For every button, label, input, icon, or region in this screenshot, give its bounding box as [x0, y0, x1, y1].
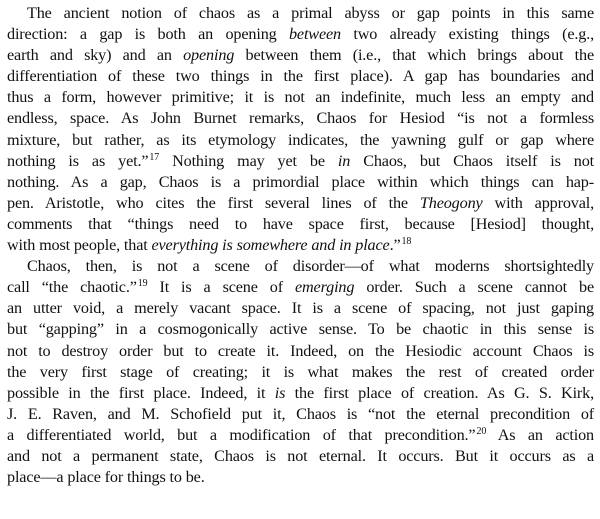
italic-text: between	[288, 25, 341, 44]
text-line	[7, 319, 594, 340]
text-segment: comments that “things need to have space first, because [Hesiod] thought,	[7, 214, 594, 233]
text-segment: possible in the first place. Indeed, it	[7, 383, 275, 402]
text-segment: Chaos, but Chaos itself is not	[350, 151, 595, 170]
italic-text: opening	[183, 46, 235, 65]
text-segment: Nothing may yet be	[159, 151, 338, 170]
text-line	[7, 151, 594, 172]
italic-text: emerging	[294, 278, 355, 297]
text-segment: order. Such a scene cannot be	[354, 278, 594, 297]
text-segment: between them (i.e., that which brings about the	[234, 46, 595, 65]
text-segment: earth and sky) and an	[7, 46, 184, 65]
text-segment: J. E. Raven, and M. Schofield put it, Chaos is “not the eternal precondition of	[7, 404, 594, 423]
text-segment: not to destroy order but to create it. Indeed, on the Hesiodic account Chaos is	[7, 341, 594, 360]
italic-text: in	[337, 151, 351, 170]
text-line	[7, 235, 594, 256]
text-segment: place—a place for things to be.	[7, 468, 205, 487]
text-line	[7, 404, 594, 425]
text-segment: direction: a gap is both an opening	[7, 25, 289, 44]
text-line	[7, 193, 594, 214]
text-line	[7, 446, 594, 467]
text-line	[7, 383, 594, 404]
text-segment: It is a scene of	[147, 278, 295, 297]
text-segment: nothing. As a gap, Chaos is a primordial place within which things can hap-	[7, 172, 594, 191]
text-segment: a differentiated world, but a modification of that precondition.”	[7, 425, 476, 444]
text-segment: the first place of creation. As G. S. Kirk,	[285, 383, 594, 402]
text-line	[7, 24, 594, 45]
text-segment: mixture, but rather, as its etymology indicates, the yawning gulf or gap where	[7, 130, 594, 149]
text-line	[7, 362, 594, 383]
text-line	[7, 172, 594, 193]
text-segment: but “gapping” in a cosmogonically active sense. To be chaotic in this sense is	[7, 320, 594, 339]
text-segment: and not a permanent state, Chaos is not eternal. It occurs. But it occurs as a	[7, 446, 594, 465]
text-line	[7, 108, 594, 129]
text-segment: thus a form, however primitive; it is not an indefinite, much less an empty and	[7, 88, 594, 107]
text-segment: with most people, that	[7, 236, 152, 255]
text-segment: .”	[389, 236, 401, 255]
text-line	[7, 467, 594, 488]
text-segment: pen. Aristotle, who cites the first several lines of the	[7, 193, 420, 212]
text-line	[7, 341, 594, 362]
text-line	[7, 66, 594, 87]
text-segment: two already existing things (e.g.,	[340, 25, 594, 44]
paragraph-2	[7, 256, 594, 488]
text-line	[7, 277, 594, 298]
italic-text: everything is somewhere and in place	[151, 236, 390, 255]
text-segment: Chaos, then, is not a scene of disorder—of what moderns shortsightedly	[27, 257, 594, 276]
paragraph-1	[7, 3, 594, 256]
footnote-marker: 17	[149, 151, 160, 163]
text-line	[7, 130, 594, 151]
text-segment: differentiation of these two things in the first place). A gap has boundaries and	[7, 67, 594, 86]
text-line	[7, 256, 594, 277]
text-segment: the very first stage of creating; it is what makes the rest of created order	[7, 362, 594, 381]
footnote-marker: 20	[476, 425, 487, 437]
text-line	[7, 87, 594, 108]
italic-text: Theogony	[419, 193, 483, 212]
text-segment: an utter void, a merely vacant space. It is a scene of spacing, not just gaping	[7, 299, 594, 318]
text-line	[7, 45, 594, 66]
text-segment: endless, space. As John Burnet remarks, Chaos for Hesiod “is not a formless	[7, 109, 594, 128]
text-segment: As an action	[486, 425, 594, 444]
text-line	[7, 425, 594, 446]
text-line	[7, 298, 594, 319]
footnote-marker: 18	[401, 236, 412, 248]
text-line	[7, 3, 594, 24]
text-line	[7, 214, 594, 235]
text-segment: call “the chaotic.”	[7, 278, 137, 297]
italic-text: is	[274, 383, 286, 402]
text-segment: nothing is as yet.”	[7, 151, 149, 170]
footnote-marker: 19	[137, 278, 148, 290]
text-segment: with approval,	[482, 193, 595, 212]
text-segment: The ancient notion of chaos as a primal abyss or gap points in this same	[27, 4, 594, 22]
